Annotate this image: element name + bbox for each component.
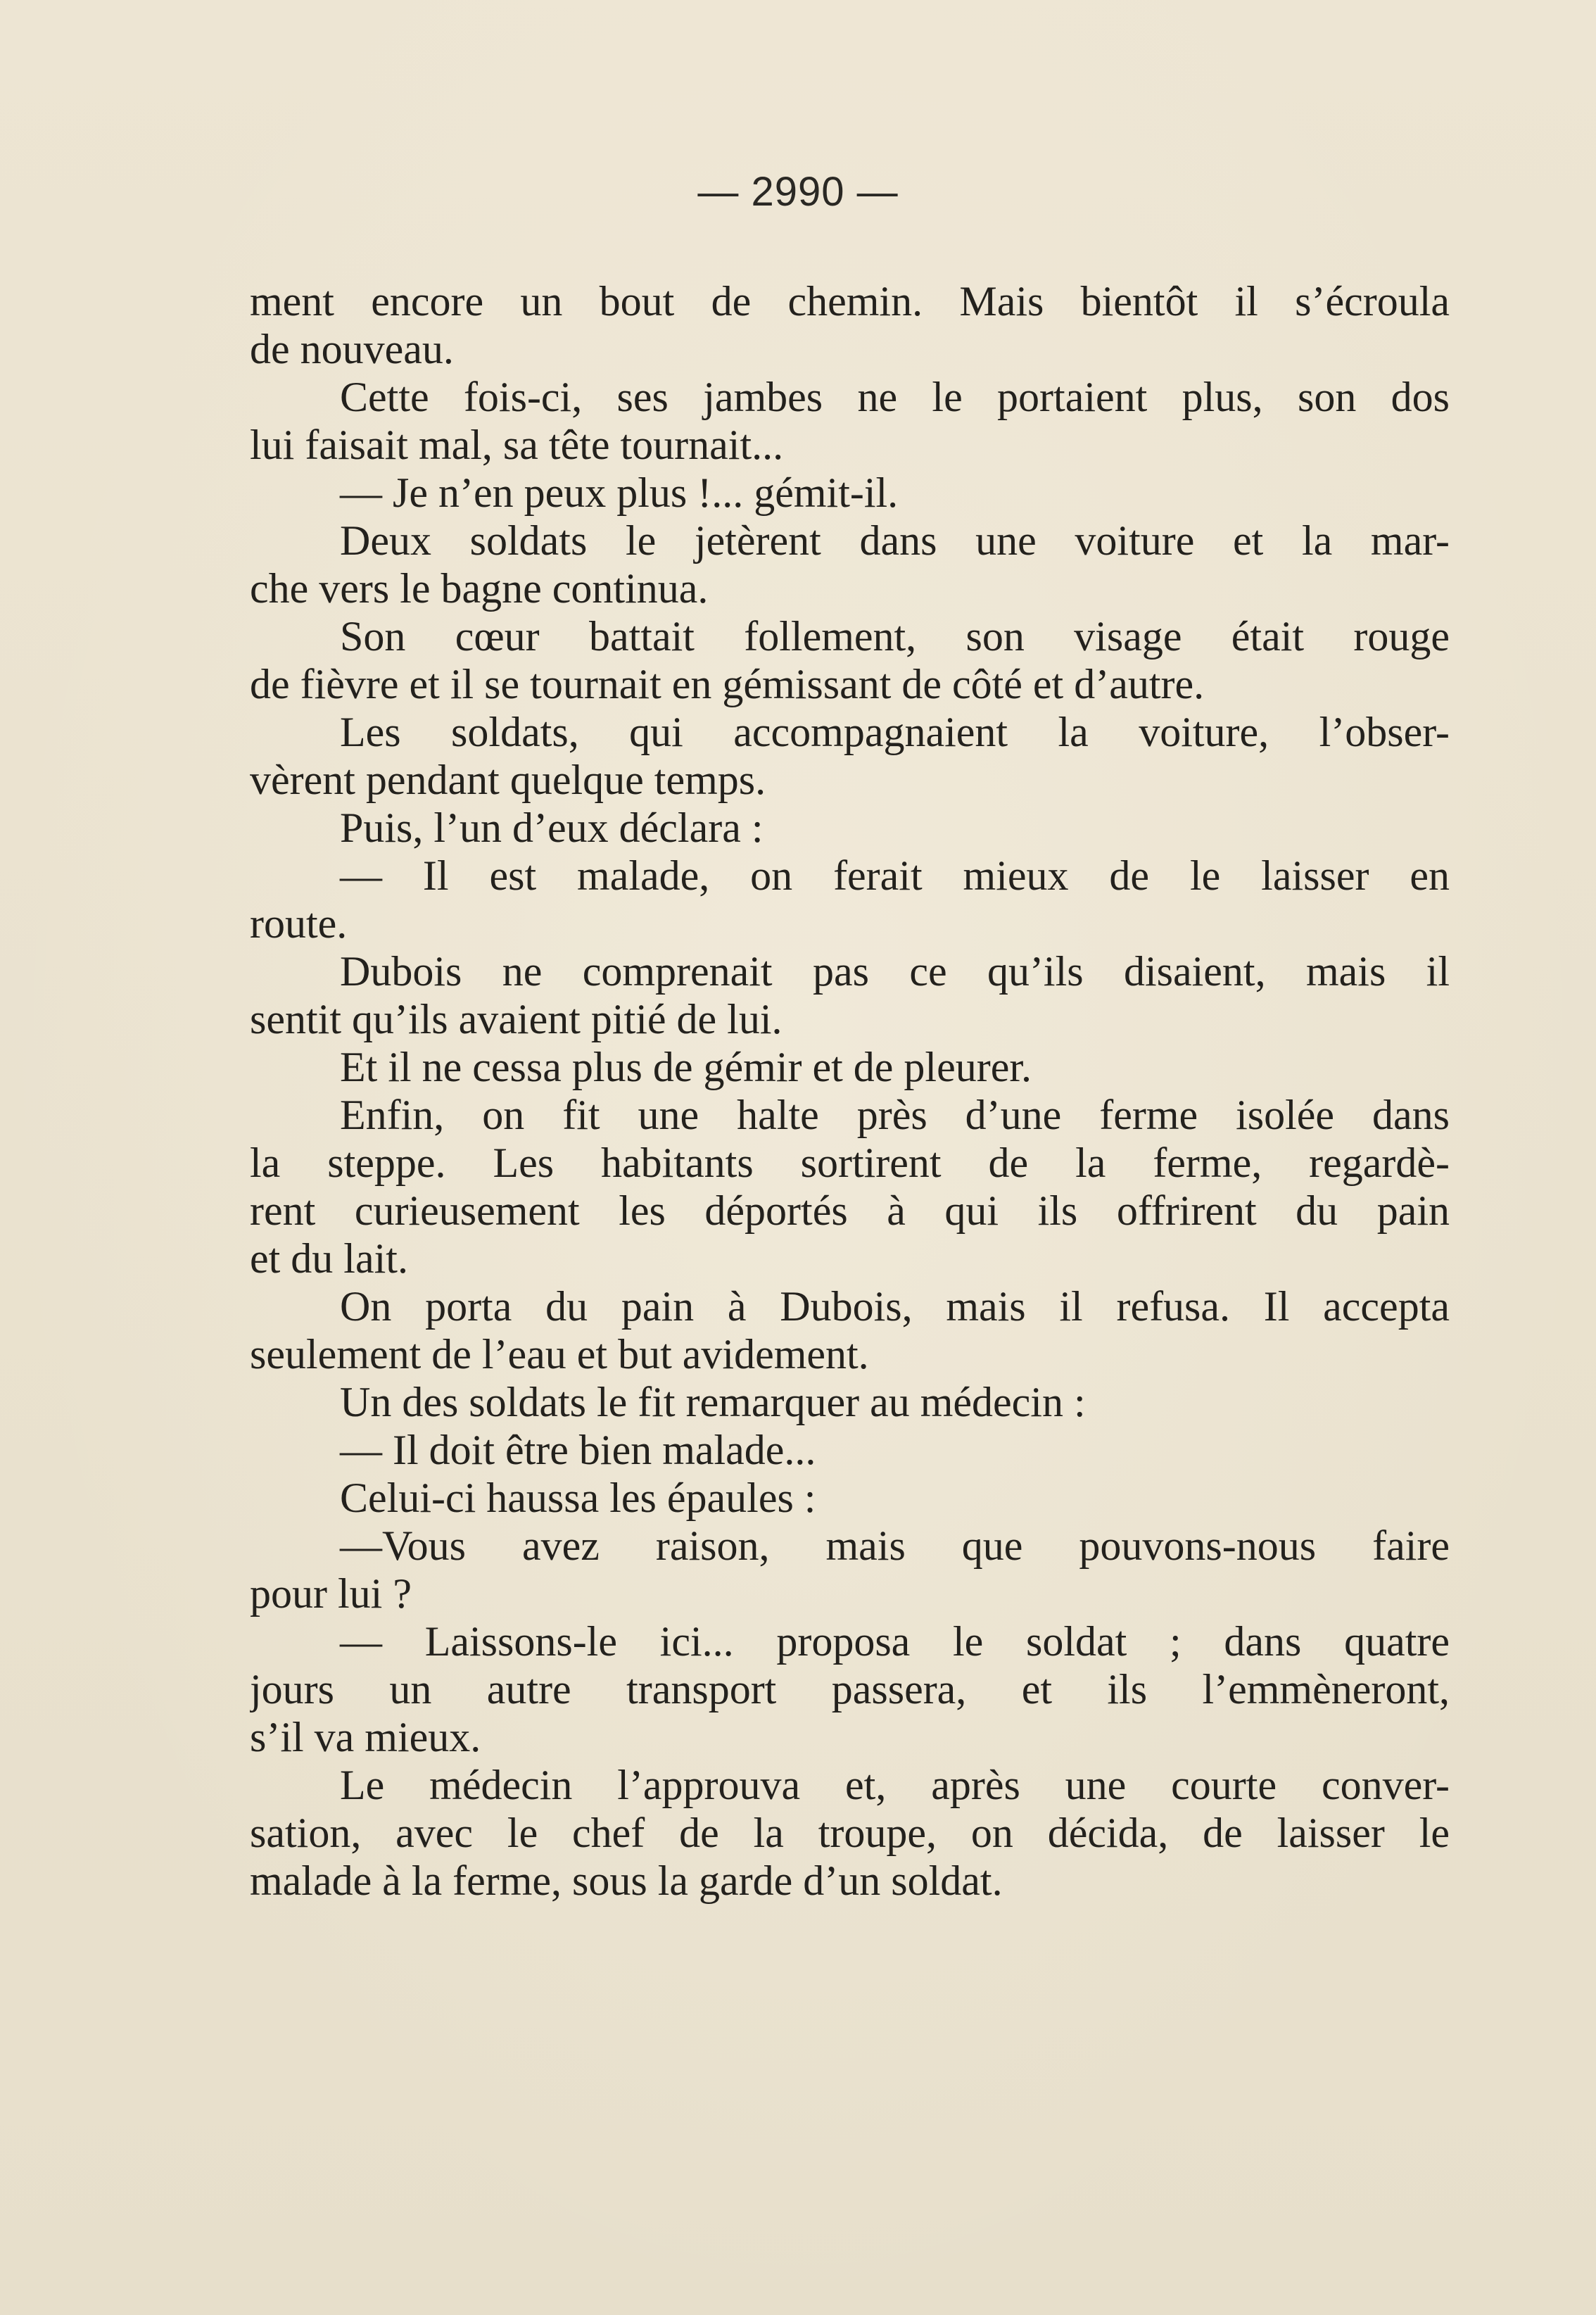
text-line: de nouveau.: [250, 326, 454, 372]
text-line: route.: [250, 900, 348, 947]
text-line: de fièvre et il se tournait en gémissant de côté et d’autre.: [250, 661, 1205, 707]
text-line: Son cœur battait follement, son visage était rouge: [340, 613, 1450, 660]
page-number: — 2990 —: [697, 169, 899, 215]
text-line: jours un autre transport passera, et ils l’emmèneront,: [250, 1666, 1450, 1712]
text-line: Celui-ci haussa les épaules :: [340, 1475, 816, 1521]
text-line: On porta du pain à Dubois, mais il refusa. Il accepta: [340, 1283, 1450, 1330]
text-line: —Vous avez raison, mais que pouvons-nous faire: [340, 1522, 1450, 1569]
text-line: — Il est malade, on ferait mieux de le laisser en: [340, 852, 1450, 899]
text-line: et du lait.: [250, 1235, 408, 1282]
text-line: Les soldats, qui accompagnaient la voiture, l’obser-: [340, 709, 1450, 755]
text-line: sentit qu’ils avaient pitié de lui.: [250, 996, 783, 1042]
text-line: vèrent pendant quelque temps.: [250, 757, 766, 803]
text-line: seulement de l’eau et but avidement.: [250, 1331, 869, 1377]
text-line: — Je n’en peux plus !... gémit-il.: [340, 469, 899, 516]
text-line: pour lui ?: [250, 1570, 412, 1617]
text-line: lui faisait mal, sa tête tournait...: [250, 422, 784, 468]
text-line: rent curieusement les déportés à qui ils offrirent du pain: [250, 1187, 1450, 1234]
text-line: Un des soldats le fit remarquer au médecin :: [340, 1379, 1086, 1425]
text-line: ment encore un bout de chemin. Mais bientôt il s’écroula: [250, 278, 1450, 324]
text-line: Le médecin l’approuva et, après une courte conver-: [340, 1762, 1450, 1808]
text-line: malade à la ferme, sous la garde d’un soldat.: [250, 1857, 1003, 1904]
text-line: Et il ne cessa plus de gémir et de pleurer.: [340, 1044, 1032, 1090]
body-text: [250, 277, 1450, 1905]
text-line: Dubois ne comprenait pas ce qu’ils disaient, mais il: [340, 948, 1450, 995]
text-line: Enfin, on fit une halte près d’une ferme isolée dans: [340, 1092, 1450, 1138]
text-line: — Il doit être bien malade...: [340, 1427, 816, 1473]
text-line: che vers le bagne continua.: [250, 565, 709, 612]
text-line: la steppe. Les habitants sortirent de la ferme, regardè-: [250, 1140, 1450, 1186]
text-line: Cette fois-ci, ses jambes ne le portaient plus, son dos: [340, 374, 1450, 420]
text-line: — Laissons-le ici... proposa le soldat ; dans quatre: [340, 1618, 1450, 1665]
text-line: sation, avec le chef de la troupe, on décida, de laisser le: [250, 1810, 1450, 1856]
text-line: s’il va mieux.: [250, 1714, 481, 1760]
text-line: Deux soldats le jetèrent dans une voiture et la mar-: [340, 517, 1450, 564]
text-line: Puis, l’un d’eux déclara :: [340, 805, 764, 851]
